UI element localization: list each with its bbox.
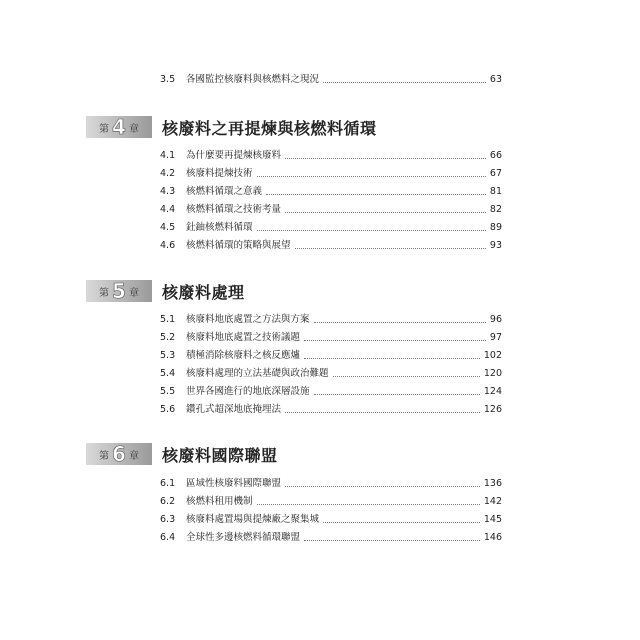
dot-leader xyxy=(314,321,486,323)
dot-leader xyxy=(257,503,480,505)
dot-leader xyxy=(285,485,480,487)
chapter-suffix: 章 xyxy=(128,287,139,299)
page-number: 96 xyxy=(489,314,502,325)
page-number: 124 xyxy=(483,386,502,397)
section-title: 核廢料處置場與提煉廠之聚集城 xyxy=(186,514,320,525)
section-number: 6.2 xyxy=(160,496,176,507)
toc-entry xyxy=(160,182,502,198)
page-number: 146 xyxy=(483,532,502,543)
chapter-heading xyxy=(86,278,245,304)
dot-leader xyxy=(323,81,486,83)
toc-entry xyxy=(160,364,502,380)
section-title: 核廢料提煉技術 xyxy=(186,168,253,179)
page-number: 66 xyxy=(489,150,502,161)
page-number: 63 xyxy=(489,74,502,85)
section-title: 為什麼要再提煉核廢料 xyxy=(186,150,282,161)
chapter-badge xyxy=(86,280,152,302)
page-number: 102 xyxy=(483,350,502,361)
dot-leader xyxy=(333,375,480,377)
page-number: 136 xyxy=(483,478,502,489)
toc-entry xyxy=(160,474,502,490)
section-title: 鑽孔式超深地底掩埋法 xyxy=(186,404,282,415)
toc-entry xyxy=(160,528,502,544)
section-title: 區域性核廢料國際聯盟 xyxy=(186,478,282,489)
toc-entry xyxy=(160,492,502,508)
section-number: 6.4 xyxy=(160,532,176,543)
section-number: 4.4 xyxy=(160,204,176,215)
dot-leader xyxy=(304,357,480,359)
dot-leader xyxy=(285,211,486,213)
section-title: 世界各國進行的地底深層設施 xyxy=(186,386,310,397)
chapter-badge xyxy=(86,443,152,465)
section-title: 核廢料地底處置之方法與方案 xyxy=(186,314,310,325)
section-title: 核燃料循環的策略與展望 xyxy=(186,240,291,251)
dot-leader xyxy=(257,175,486,177)
dot-leader xyxy=(257,229,486,231)
section-title: 核燃料循環之意義 xyxy=(186,186,263,197)
toc-entry xyxy=(160,146,502,162)
page-number: 145 xyxy=(483,514,502,525)
page-number: 81 xyxy=(489,186,502,197)
chapter-prefix: 第 xyxy=(99,450,110,462)
toc-entry xyxy=(160,328,502,344)
toc-entry xyxy=(160,218,502,234)
section-number: 6.1 xyxy=(160,478,176,489)
section-number: 4.3 xyxy=(160,186,176,197)
chapter-badge xyxy=(86,116,152,138)
toc-entry xyxy=(160,310,502,326)
section-title: 全球性多邊核燃料循環聯盟 xyxy=(186,532,301,543)
section-title: 核燃料租用機制 xyxy=(186,496,253,507)
dot-leader xyxy=(323,521,480,523)
chapter-number: 5 xyxy=(112,279,126,303)
chapter-prefix: 第 xyxy=(99,287,110,299)
section-number: 4.1 xyxy=(160,150,176,161)
section-title: 核廢料地底處置之技術議題 xyxy=(186,332,301,343)
page-number: 120 xyxy=(483,368,502,379)
section-number: 4.6 xyxy=(160,240,176,251)
toc-entry xyxy=(160,510,502,526)
toc-entry xyxy=(160,236,502,252)
section-title: 釷鈾核燃料循環 xyxy=(186,222,253,233)
toc-entry xyxy=(160,400,502,416)
dot-leader xyxy=(285,411,480,413)
toc-entry xyxy=(160,346,502,362)
section-title: 各國監控核廢料與核燃料之現況 xyxy=(186,74,320,85)
chapter-suffix: 章 xyxy=(128,450,139,462)
section-number: 5.4 xyxy=(160,368,176,379)
section-title: 積極消除核廢料之核反應爐 xyxy=(186,350,301,361)
page-number: 67 xyxy=(489,168,502,179)
section-number: 4.5 xyxy=(160,222,176,233)
section-title: 核廢料處理的立法基礎與政治難題 xyxy=(186,368,329,379)
page-number: 82 xyxy=(489,204,502,215)
section-number: 4.2 xyxy=(160,168,176,179)
page-number: 142 xyxy=(483,496,502,507)
dot-leader xyxy=(295,247,486,249)
section-number: 3.5 xyxy=(160,74,176,85)
chapter-title: 核廢料國際聯盟 xyxy=(162,445,278,465)
toc-entry xyxy=(160,382,502,398)
dot-leader xyxy=(266,193,486,195)
chapter-number: 4 xyxy=(112,115,126,139)
chapter-heading xyxy=(86,114,377,140)
page-number: 97 xyxy=(489,332,502,343)
toc-entry xyxy=(160,200,502,216)
toc-entry xyxy=(160,70,502,86)
chapter-title: 核廢料處理 xyxy=(162,282,245,302)
dot-leader xyxy=(285,157,486,159)
chapter-title: 核廢料之再提煉與核燃料循環 xyxy=(162,118,377,138)
chapter-heading xyxy=(86,441,278,467)
page-number: 126 xyxy=(483,404,502,415)
toc-entry xyxy=(160,164,502,180)
page-number: 89 xyxy=(489,222,502,233)
section-number: 5.6 xyxy=(160,404,176,415)
section-number: 5.5 xyxy=(160,386,176,397)
dot-leader xyxy=(304,539,480,541)
chapter-suffix: 章 xyxy=(128,123,139,135)
section-number: 5.2 xyxy=(160,332,176,343)
section-number: 6.3 xyxy=(160,514,176,525)
section-number: 5.1 xyxy=(160,314,176,325)
dot-leader xyxy=(304,339,486,341)
section-number: 5.3 xyxy=(160,350,176,361)
page-number: 93 xyxy=(489,240,502,251)
dot-leader xyxy=(314,393,480,395)
chapter-prefix: 第 xyxy=(99,123,110,135)
chapter-number: 6 xyxy=(112,442,126,466)
section-title: 核燃料循環之技術考量 xyxy=(186,204,282,215)
